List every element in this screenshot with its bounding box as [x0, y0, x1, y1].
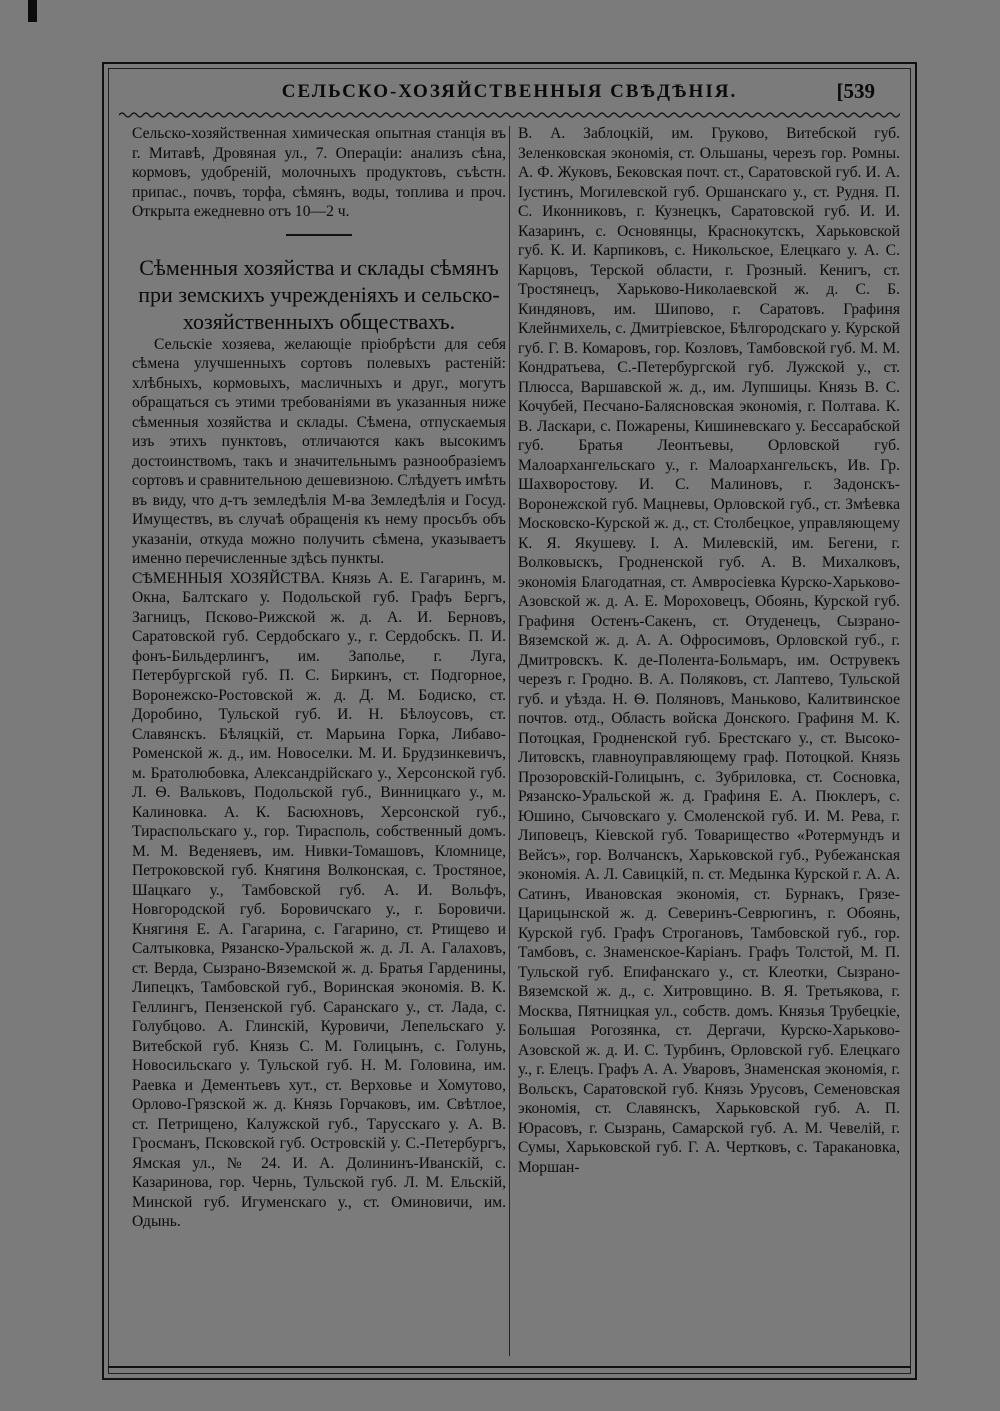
- section-heading: Сѣменныя хозяйства и склады сѣмянъ при земскихъ учрежденіяхъ и сельско-хозяйственныхъ обществахъ.: [138, 254, 500, 334]
- left-column: [132, 124, 506, 1232]
- page-number: [539: [836, 79, 875, 103]
- seed-farms-list-continued: В. А. Заблоцкій, им. Груково, Витебской губ. Зеленковская экономія, ст. Ольшаны, черезъ гор. Ромны. А. Ф. Жуковъ, Бековская почт. ст., Саратовской губ. И. А. Іустинъ, Могилевской губ. Оршанскаго у., ст. Рудня. П. С. Иконниковъ, г. Кузнецкъ, Саратовской губ. И. И. Казаринъ, с. Основянцы, Краснокутскъ, Харьковской губ. К. И. Карпиковъ, с. Никольское, Елецкаго у. А. С. Карцовъ, Терской области, г. Грозный. Кенигъ, ст. Тростянецъ, Харьково-Николаевской ж. д. С. Б. Киндяновъ, им. Шипово, г. Саратовъ. Графиня Клейнмихель, с. Дмитріевское, Бѣлгородскаго у. Курской губ. Г. В. Комаровъ, гор. Козловъ, Тамбовской губ. М. М. Кондратьева, С.-Петербургской губ. Лужской у., ст. Плюсса, Варшавской ж. д., им. Лупшицы. Князь В. С. Кочубей, Песчано-Балясновская экономія, г. Полтава. К. В. Ласкари, с. Пожарены, Кишиневскаго у. Бессарабской губ. Братья Леонтьевы, Орловской губ. Малоархангельскаго у., г. Малоархангельскъ, Ив. Гр. Шахворостову. И. С. Малиновъ, г. Задонскъ-Воронежской губ. Мацневы, Орловской губ., ст. Змѣевка Московско-Курской ж. д., ст. Столбецкое, управляющему К. Я. Якушеву. І. А. Милевскій, им. Бегени, г. Волковыскъ, Гродненской губ. А. В. Михалковъ, экономія Благодатная, ст. Амвросіевка Курско-Харьково-Азовской ж. д. А. Е. Мороховецъ, Обоянь, Курской губ. Графиня Остенъ-Сакенъ, ст. Отуденецъ, Сызрано-Вяземской ж. д. А. А. Офросимовъ, Орловской губ., г. Дмитровскъ. К. де-Полента-Больмаръ, им. Острувекъ черезъ г. Гродно. В. А. Поляковъ, ст. Лаптево, Тульской губ. и уѣзда. Н. Ѳ. Поляновъ, Маньково, Калитвинское почтов. отд., Область войска Донского. Графиня М. К. Потоцкая, Гродненской губ. Брестскаго у., ст. Высоко-Литовскъ, главноуправляющему граф. Потоцкой. Князь Прозоровскій-Голицынъ, с. Зубриловка, ст. Сосновка, Рязанско-Уральской ж. д. Графиня Е. А. Пюклеръ, с. Юшино, Сычовскаго у. Смоленской губ. И. М. Рева, г. Липовецъ, Кіевской губ. Товарищество «Ротермундъ и Вейсъ», гор. Волчанскъ, Харьковской губ., Рубежанская экономія. А. Л. Савицкій, п. ст. Медынка Курской г. А. А. Сатинъ, Ивановская экономія, ст. Бурнакъ, Грязе-Царицынской ж. д. Северинъ-Севрюгинъ, г. Обоянь, Курской губ. Графъ Строгановъ, Тамбовской губ., гор. Тамбовъ, с. Знаменское-Каріанъ. Графъ Толстой, М. П. Тульской губ. Епифанскаго у., ст. Клеотки, Сызрано-Вяземской ж. д., с. Хитровщино. В. Я. Третьякова, г. Москва, Пятницкая ул., собств. домъ. Князья Трубецкіе, Большая Рогозянка, ст. Дергачи, Курско-Харьково-Азовской ж. д. И. С. Турбинъ, Орловской губ. Елецкаго у., г. Елецъ. Графъ А. А. Уваровъ, Знаменская экономія, г. Вольскъ, Саратовской губ. Князь Урусовъ, Семеновская экономія, ст. Славянскъ, Харьковской губ. А. П. Юрасовъ, г. Сызрань, Самарской губ. А. М. Чевелій, г. Сумы, Харьковской губ. Г. А. Чертковъ, с. Таракановка, Моршан-: [518, 125, 900, 1176]
- scan-edge-mark: [28, 0, 37, 22]
- short-divider: [286, 234, 352, 236]
- seed-farms-list: СѢМЕННЫЯ ХОЗЯЙСТВА. Князь А. Е. Гагаринъ, м. Окна, Балтскаго у. Подольской губ. Графъ Бергъ, Загницъ, Псково-Рижской ж. д. А. И. Берновъ, Саратовской губ. Сердобскаго у., г. Сердобскъ. П. И. фонъ-Бильдерлингъ, им. Заполье, г. Луга, Петербургской губ. П. С. Биркинъ, ст. Подгорное, Воронежско-Ростовской ж. д. Д. М. Бодиско, ст. Доробино, Тульской губ. И. Н. Бѣлоусовъ, ст. Славянскъ. Бѣляцкій, ст. Марьина Горка, Либаво-Роменской ж. д., им. Новоселки. М. И. Брудзинкевичъ, м. Братолюбовка, Александрійскаго у., Херсонской губ. Л. Ѳ. Вальковъ, Подольской губ., Винницкаго у., м. Калиновка. А. К. Басюхновъ, Херсонской губ., Тираспольскаго у., гор. Тирасполь, собственный домъ. М. М. Веденяевъ, им. Нивки-Томашовъ, Кломнице, Петроковской губ. Княгиня Волконская, с. Тростяное, Шацкаго у., Тамбовской губ. А. И. Вольфъ, Новгородской губ. Боровичскаго у., г. Боровичи. Княгиня Е. А. Гагарина, с. Гагарино, ст. Ртищево и Салтыковка, Рязанско-Уральской ж. д. Л. А. Галаховъ, ст. Верда, Сызрано-Вяземской ж. д. Братья Гарденины, Липецкъ, Тамбовской губ., Воринская экономія. В. К. Геллингъ, Пензенской губ. Саранскаго у., ст. Лада, с. Голубцово. А. Глинскій, Куровичи, Лепельскаго у. Витебской губ. Князь С. М. Голицынъ, с. Голунь, Новосильскаго у. Тульской губ. Н. М. Головина, им. Раевка и Дементьевъ хут., ст. Верховье и Хомутово, Орлово-Грязской ж. д. Князь Горчаковъ, им. Свѣтлое, ст. Петрищено, Калужской губ., Тарусскаго у. А. В. Гросманъ, Псковской губ. Островскій у. С.-Петербургъ, Ямская ул., № 24. И. А. Долининъ-Иванскій, с. Казаринова, гор. Чернь, Тульской губ. Л. М. Ельскій, Минской губ. Игуменскаго у., ст. Оминовичи, им. Одынь.: [132, 569, 506, 1231]
- intro-paragraph: Сельскіе хозяева, желающіе пріобрѣсти для себя сѣмена улучшенныхъ сортовъ полевыхъ растеній: хлѣбныхъ, кормовыхъ, масличныхъ и друг., могутъ обращаться съ этими требованіями въ указанныя ниже сѣменныя хозяйства и склады. Сѣмена, отпускаемыя изъ этихъ пунктовъ, отличаются какъ высокимъ достоинствомъ, такъ и значительнымъ разнообразіемъ сортовъ и сравнительною дешевизною. Слѣдуетъ имѣть въ виду, что д-тъ земледѣлія М-ва Земледѣлія и Госуд. Имуществъ, въ случаѣ обращенія къ нему просьбъ объ указаніи, откуда можно получить сѣмена, указываетъ именно перечисленные здѣсь пункты.: [132, 335, 506, 568]
- header-title: СЕЛЬСКО-ХОЗЯЙСТВЕННЫЯ СВѢДѢНІЯ.: [281, 81, 738, 102]
- column-separator: [509, 126, 510, 1356]
- wavy-rule: [119, 110, 900, 120]
- book-page: [102, 62, 917, 1380]
- bottom-rule: [108, 1366, 911, 1368]
- right-column: [518, 124, 900, 1177]
- running-header: [104, 79, 915, 109]
- chemical-station-entry: Сельско-хозяйственная химическая опытная станція въ г. Митавѣ, Дровяная ул., 7. Операціи: анализъ сѣна, кормовъ, удобреній, молочныхъ продуктовъ, съѣстн. припас., почвъ, торфа, сѣмянъ, воды, топлива и проч. Открыта ежедневно отъ 10—2 ч.: [132, 125, 506, 221]
